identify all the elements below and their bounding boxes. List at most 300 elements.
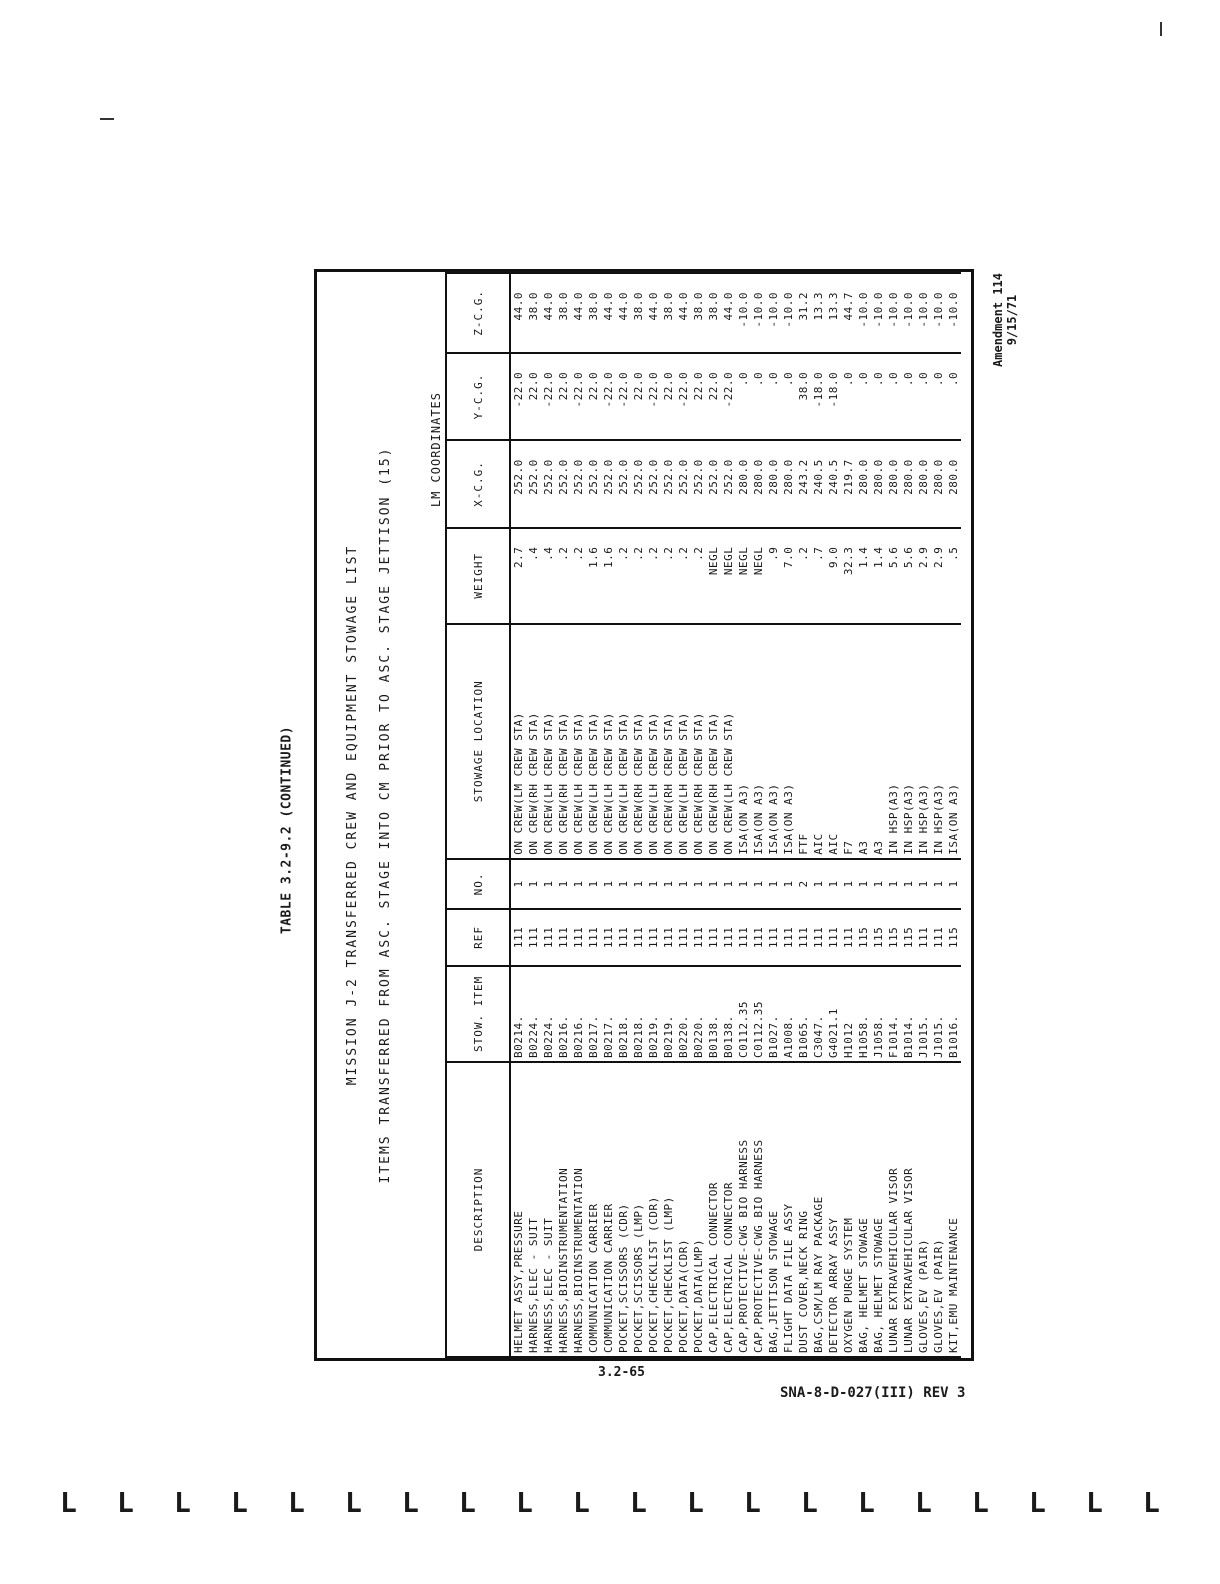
cell-weight: 1.4 bbox=[871, 528, 886, 624]
cell-z-cg: 38.0 bbox=[526, 273, 541, 353]
cell-z-cg: -10.0 bbox=[856, 273, 871, 353]
column-header-ref: REF bbox=[446, 909, 510, 966]
table-row bbox=[751, 273, 766, 1357]
cell-stowage-location: ON CREW(LH CREW STA) bbox=[676, 624, 691, 859]
table-row bbox=[541, 273, 556, 1357]
cell-description: GLOVES,EV (PAIR) bbox=[916, 1062, 931, 1357]
cell-weight: 32.3 bbox=[841, 528, 856, 624]
cell-description: POCKET,CHECKLIST (CDR) bbox=[646, 1062, 661, 1357]
table-row bbox=[706, 273, 721, 1357]
document-number: SNA-8-D-027(III) REV 3 bbox=[780, 1385, 966, 1401]
cell-no: 1 bbox=[781, 859, 796, 909]
cell-stowage-location: ISA(ON A3) bbox=[736, 624, 751, 859]
cell-ref: 111 bbox=[721, 909, 736, 966]
cell-ref: 111 bbox=[616, 909, 631, 966]
cell-description: FLIGHT DATA FILE ASSY bbox=[781, 1062, 796, 1357]
cell-x-cg: 252.0 bbox=[691, 440, 706, 527]
column-header-description: DESCRIPTION bbox=[446, 1062, 510, 1357]
cell-stow-item: H1058. bbox=[856, 966, 871, 1062]
cell-no: 1 bbox=[901, 859, 916, 909]
cell-description: HARNESS,ELEC - SUIT bbox=[526, 1062, 541, 1357]
cell-no: 1 bbox=[706, 859, 721, 909]
table-heading-2: ITEMS TRANSFERRED FROM ASC. STAGE INTO CM PRIOR TO ASC. STAGE JETTISON (15) bbox=[378, 446, 393, 1184]
table-row bbox=[631, 273, 646, 1357]
cell-description: OXYGEN PURGE SYSTEM bbox=[841, 1062, 856, 1357]
cell-stow-item: B0219. bbox=[661, 966, 676, 1062]
cell-no: 1 bbox=[766, 859, 781, 909]
cell-no: 1 bbox=[946, 859, 961, 909]
cell-description: BAG, HELMET STOWAGE bbox=[871, 1062, 886, 1357]
cell-description: CAP,PROTECTIVE-CWG BIO HARNESS bbox=[736, 1062, 751, 1357]
edge-mark: L bbox=[174, 1486, 191, 1519]
table-row bbox=[586, 273, 601, 1357]
cell-ref: 115 bbox=[946, 909, 961, 966]
cell-no: 1 bbox=[526, 859, 541, 909]
cell-ref: 111 bbox=[931, 909, 946, 966]
cell-x-cg: 252.0 bbox=[586, 440, 601, 527]
cell-no: 1 bbox=[601, 859, 616, 909]
cell-stow-item: B1014. bbox=[901, 966, 916, 1062]
cell-stow-item: C3047. bbox=[811, 966, 826, 1062]
cell-weight: .2 bbox=[631, 528, 646, 624]
cell-z-cg: 44.7 bbox=[841, 273, 856, 353]
cell-stow-item: B0224. bbox=[541, 966, 556, 1062]
table-row bbox=[571, 273, 586, 1357]
cell-x-cg: 252.0 bbox=[721, 440, 736, 527]
cell-x-cg: 280.0 bbox=[946, 440, 961, 527]
column-header-stowage-location: STOWAGE LOCATION bbox=[446, 624, 510, 859]
cell-ref: 111 bbox=[586, 909, 601, 966]
cell-z-cg: 38.0 bbox=[661, 273, 676, 353]
cell-stow-item: G4021.1 bbox=[826, 966, 841, 1062]
cell-x-cg: 252.0 bbox=[646, 440, 661, 527]
cell-description: POCKET,CHECKLIST (LMP) bbox=[661, 1062, 676, 1357]
cell-stowage-location: ISA(ON A3) bbox=[946, 624, 961, 859]
edge-mark: L bbox=[858, 1486, 875, 1519]
cell-z-cg: 44.0 bbox=[721, 273, 736, 353]
cell-x-cg: 280.0 bbox=[736, 440, 751, 527]
page-number: 3.2-65 bbox=[598, 1365, 645, 1380]
table-row bbox=[616, 273, 631, 1357]
edge-mark: L bbox=[1086, 1486, 1103, 1519]
table-row bbox=[766, 273, 781, 1357]
edge-mark: L bbox=[915, 1486, 932, 1519]
cell-x-cg: 252.0 bbox=[510, 440, 526, 527]
cell-x-cg: 219.7 bbox=[841, 440, 856, 527]
cell-stowage-location: IN HSP(A3) bbox=[886, 624, 901, 859]
cell-ref: 111 bbox=[510, 909, 526, 966]
cell-x-cg: 280.0 bbox=[751, 440, 766, 527]
cell-stowage-location: ISA(ON A3) bbox=[751, 624, 766, 859]
cell-weight: .2 bbox=[676, 528, 691, 624]
table-row bbox=[736, 273, 751, 1357]
cell-z-cg: 38.0 bbox=[691, 273, 706, 353]
cell-stowage-location: IN HSP(A3) bbox=[901, 624, 916, 859]
cell-ref: 115 bbox=[856, 909, 871, 966]
cell-stow-item: A1008. bbox=[781, 966, 796, 1062]
cell-stow-item: F1014. bbox=[886, 966, 901, 1062]
cell-z-cg: 44.0 bbox=[646, 273, 661, 353]
cell-z-cg: 38.0 bbox=[631, 273, 646, 353]
cell-z-cg: 44.0 bbox=[510, 273, 526, 353]
edge-mark: L bbox=[801, 1486, 818, 1519]
cell-no: 1 bbox=[856, 859, 871, 909]
cell-stow-item: B0214. bbox=[510, 966, 526, 1062]
cell-stowage-location: FTF bbox=[796, 624, 811, 859]
table-row bbox=[691, 273, 706, 1357]
edge-mark: L bbox=[516, 1486, 533, 1519]
edge-mark: L bbox=[459, 1486, 476, 1519]
cell-weight: .5 bbox=[946, 528, 961, 624]
stowage-table bbox=[445, 272, 961, 1358]
cell-description: HELMET ASSY,PRESSURE bbox=[510, 1062, 526, 1357]
cell-no: 1 bbox=[676, 859, 691, 909]
cell-no: 1 bbox=[510, 859, 526, 909]
cell-weight: 9.0 bbox=[826, 528, 841, 624]
cell-z-cg: 13.3 bbox=[811, 273, 826, 353]
amendment-line: Amendment 114 bbox=[991, 273, 1005, 367]
cell-stow-item: C0112.35 bbox=[736, 966, 751, 1062]
cell-z-cg: 38.0 bbox=[706, 273, 721, 353]
cell-weight: .2 bbox=[646, 528, 661, 624]
cell-stow-item: B0217. bbox=[586, 966, 601, 1062]
cell-x-cg: 252.0 bbox=[631, 440, 646, 527]
cell-stowage-location: AIC bbox=[811, 624, 826, 859]
edge-mark: L bbox=[972, 1486, 989, 1519]
cell-ref: 111 bbox=[751, 909, 766, 966]
edge-mark: L bbox=[231, 1486, 248, 1519]
cell-stowage-location: ON CREW(LH CREW STA) bbox=[601, 624, 616, 859]
table-row bbox=[826, 273, 841, 1357]
cell-stowage-location: ON CREW(LH CREW STA) bbox=[571, 624, 586, 859]
cell-description: HARNESS,BIOINSTRUMENTATION bbox=[556, 1062, 571, 1357]
cell-no: 1 bbox=[931, 859, 946, 909]
table-row bbox=[661, 273, 676, 1357]
cell-x-cg: 243.2 bbox=[796, 440, 811, 527]
cell-x-cg: 280.0 bbox=[931, 440, 946, 527]
cell-x-cg: 252.0 bbox=[541, 440, 556, 527]
table-row bbox=[841, 273, 856, 1357]
cell-ref: 111 bbox=[706, 909, 721, 966]
column-header-z-cg: Z-C.G. bbox=[446, 273, 510, 353]
cell-weight: 2.9 bbox=[916, 528, 931, 624]
cell-x-cg: 280.0 bbox=[856, 440, 871, 527]
cell-description: BAG,JETTISON STOWAGE bbox=[766, 1062, 781, 1357]
cell-weight: 5.6 bbox=[901, 528, 916, 624]
cell-no: 1 bbox=[871, 859, 886, 909]
cell-weight: .2 bbox=[571, 528, 586, 624]
cell-y-cg: -22.0 bbox=[646, 353, 661, 440]
cell-description: COMMUNICATION CARRIER bbox=[586, 1062, 601, 1357]
cell-description: KIT,EMU MAINTENANCE bbox=[946, 1062, 961, 1357]
cell-stowage-location: ISA(ON A3) bbox=[781, 624, 796, 859]
cell-description: POCKET,DATA(LMP) bbox=[691, 1062, 706, 1357]
cell-x-cg: 240.5 bbox=[811, 440, 826, 527]
cell-weight: 7.0 bbox=[781, 528, 796, 624]
edge-mark: L bbox=[60, 1486, 77, 1519]
cell-z-cg: -10.0 bbox=[781, 273, 796, 353]
cell-description: BAG, HELMET STOWAGE bbox=[856, 1062, 871, 1357]
cell-y-cg: .0 bbox=[946, 353, 961, 440]
cell-x-cg: 280.0 bbox=[901, 440, 916, 527]
cell-y-cg: .0 bbox=[901, 353, 916, 440]
cell-z-cg: -10.0 bbox=[886, 273, 901, 353]
table-row bbox=[721, 273, 736, 1357]
cell-ref: 111 bbox=[631, 909, 646, 966]
cell-stowage-location: ON CREW(RH CREW STA) bbox=[691, 624, 706, 859]
cell-x-cg: 280.0 bbox=[916, 440, 931, 527]
cell-x-cg: 280.0 bbox=[886, 440, 901, 527]
cell-z-cg: -10.0 bbox=[871, 273, 886, 353]
cell-z-cg: 44.0 bbox=[541, 273, 556, 353]
cell-stow-item: B1065. bbox=[796, 966, 811, 1062]
cell-description: CAP,ELECTRICAL CONNECTOR bbox=[706, 1062, 721, 1357]
cell-weight: .2 bbox=[691, 528, 706, 624]
cell-no: 1 bbox=[661, 859, 676, 909]
cell-stow-item: B0138. bbox=[721, 966, 736, 1062]
cell-stow-item: B1016. bbox=[946, 966, 961, 1062]
cell-ref: 111 bbox=[841, 909, 856, 966]
table-row bbox=[781, 273, 796, 1357]
table-heading-block bbox=[317, 272, 445, 1358]
cell-y-cg: -22.0 bbox=[510, 353, 526, 440]
table-row bbox=[886, 273, 901, 1357]
cell-stowage-location: IN HSP(A3) bbox=[916, 624, 931, 859]
cell-stow-item: H1012 bbox=[841, 966, 856, 1062]
cell-description: BAG,CSM/LM RAY PACKAGE bbox=[811, 1062, 826, 1357]
cell-description: CAP,ELECTRICAL CONNECTOR bbox=[721, 1062, 736, 1357]
edge-mark: L bbox=[573, 1486, 590, 1519]
cell-ref: 111 bbox=[691, 909, 706, 966]
cell-y-cg: 22.0 bbox=[526, 353, 541, 440]
cell-ref: 115 bbox=[886, 909, 901, 966]
cell-ref: 111 bbox=[556, 909, 571, 966]
cell-y-cg: .0 bbox=[781, 353, 796, 440]
cell-weight: 2.9 bbox=[931, 528, 946, 624]
cell-stowage-location: ON CREW(LH CREW STA) bbox=[586, 624, 601, 859]
cell-no: 1 bbox=[691, 859, 706, 909]
cell-stow-item: B0138. bbox=[706, 966, 721, 1062]
cell-weight: .4 bbox=[526, 528, 541, 624]
cell-stow-item: B0218. bbox=[616, 966, 631, 1062]
cell-z-cg: 13.3 bbox=[826, 273, 841, 353]
edge-mark: L bbox=[1029, 1486, 1046, 1519]
cell-no: 1 bbox=[841, 859, 856, 909]
cell-description: POCKET,DATA(CDR) bbox=[676, 1062, 691, 1357]
cell-y-cg: -22.0 bbox=[541, 353, 556, 440]
cell-x-cg: 240.5 bbox=[826, 440, 841, 527]
cell-description: HARNESS,BIOINSTRUMENTATION bbox=[571, 1062, 586, 1357]
cell-z-cg: 38.0 bbox=[556, 273, 571, 353]
cell-x-cg: 252.0 bbox=[556, 440, 571, 527]
column-header-x-cg: X-C.G. bbox=[446, 440, 510, 527]
table-row bbox=[676, 273, 691, 1357]
cell-ref: 111 bbox=[811, 909, 826, 966]
cell-weight: .2 bbox=[796, 528, 811, 624]
cell-description: POCKET,SCISSORS (CDR) bbox=[616, 1062, 631, 1357]
cell-stowage-location: ON CREW(RH CREW STA) bbox=[706, 624, 721, 859]
table-title: TABLE 3.2-9.2 (CONTINUED) bbox=[279, 725, 295, 935]
edge-marks bbox=[60, 1486, 1160, 1519]
table-row bbox=[931, 273, 946, 1357]
cell-y-cg: .0 bbox=[766, 353, 781, 440]
cell-stow-item: B0219. bbox=[646, 966, 661, 1062]
lm-coordinates-label: LM COORDINATES bbox=[429, 392, 443, 508]
cell-y-cg: 22.0 bbox=[661, 353, 676, 440]
cell-no: 1 bbox=[646, 859, 661, 909]
cell-x-cg: 252.0 bbox=[571, 440, 586, 527]
cell-stow-item: B0220. bbox=[691, 966, 706, 1062]
cell-y-cg: -22.0 bbox=[571, 353, 586, 440]
cell-y-cg: 22.0 bbox=[586, 353, 601, 440]
cell-y-cg: .0 bbox=[871, 353, 886, 440]
cell-ref: 111 bbox=[916, 909, 931, 966]
cell-y-cg: .0 bbox=[841, 353, 856, 440]
cell-z-cg: 44.0 bbox=[616, 273, 631, 353]
column-header-no: NO. bbox=[446, 859, 510, 909]
table-heading-1: MISSION J-2 TRANSFERRED CREW AND EQUIPMENT STOWAGE LIST bbox=[345, 544, 360, 1086]
cell-y-cg: 22.0 bbox=[631, 353, 646, 440]
cell-stow-item: B0220. bbox=[676, 966, 691, 1062]
amendment-date: 9/15/71 bbox=[1005, 294, 1019, 346]
cell-y-cg: .0 bbox=[736, 353, 751, 440]
scan-mark bbox=[100, 118, 114, 120]
cell-z-cg: -10.0 bbox=[931, 273, 946, 353]
cell-no: 1 bbox=[721, 859, 736, 909]
cell-ref: 111 bbox=[781, 909, 796, 966]
edge-mark: L bbox=[345, 1486, 362, 1519]
cell-x-cg: 252.0 bbox=[616, 440, 631, 527]
cell-stowage-location: IN HSP(A3) bbox=[931, 624, 946, 859]
cell-stow-item: J1058. bbox=[871, 966, 886, 1062]
cell-ref: 111 bbox=[676, 909, 691, 966]
table-row bbox=[916, 273, 931, 1357]
cell-z-cg: -10.0 bbox=[736, 273, 751, 353]
table-row bbox=[871, 273, 886, 1357]
cell-ref: 111 bbox=[826, 909, 841, 966]
cell-stow-item: B0224. bbox=[526, 966, 541, 1062]
cell-no: 1 bbox=[916, 859, 931, 909]
cell-stowage-location: A3 bbox=[856, 624, 871, 859]
cell-ref: 111 bbox=[736, 909, 751, 966]
table-header-row bbox=[446, 273, 510, 1357]
cell-stowage-location: ON CREW(RH CREW STA) bbox=[631, 624, 646, 859]
cell-no: 1 bbox=[751, 859, 766, 909]
cell-stow-item: C0112.35 bbox=[751, 966, 766, 1062]
cell-ref: 115 bbox=[871, 909, 886, 966]
cell-x-cg: 252.0 bbox=[676, 440, 691, 527]
edge-mark: L bbox=[1143, 1486, 1160, 1519]
cell-y-cg: 22.0 bbox=[556, 353, 571, 440]
cell-no: 2 bbox=[796, 859, 811, 909]
cell-y-cg: -22.0 bbox=[601, 353, 616, 440]
cell-y-cg: .0 bbox=[916, 353, 931, 440]
cell-z-cg: -10.0 bbox=[901, 273, 916, 353]
table-row bbox=[796, 273, 811, 1357]
cell-weight: .7 bbox=[811, 528, 826, 624]
cell-y-cg: .0 bbox=[886, 353, 901, 440]
cell-y-cg: .0 bbox=[931, 353, 946, 440]
cell-weight: NEGL bbox=[706, 528, 721, 624]
cell-weight: .2 bbox=[661, 528, 676, 624]
cell-weight: .2 bbox=[556, 528, 571, 624]
cell-y-cg: -22.0 bbox=[616, 353, 631, 440]
cell-weight: NEGL bbox=[751, 528, 766, 624]
column-header-y-cg: Y-C.G. bbox=[446, 353, 510, 440]
cell-stowage-location: ON CREW(RH CREW STA) bbox=[556, 624, 571, 859]
cell-x-cg: 252.0 bbox=[661, 440, 676, 527]
rotated-table-frame bbox=[314, 269, 974, 1361]
cell-description: LUNAR EXTRAVEHICULAR VISOR bbox=[886, 1062, 901, 1357]
cell-x-cg: 280.0 bbox=[871, 440, 886, 527]
cell-stowage-location: ON CREW(LH CREW STA) bbox=[721, 624, 736, 859]
cell-y-cg: .0 bbox=[856, 353, 871, 440]
cell-description: DETECTOR ARRAY ASSY bbox=[826, 1062, 841, 1357]
cell-stowage-location: ON CREW(RH CREW STA) bbox=[526, 624, 541, 859]
cell-z-cg: 31.2 bbox=[796, 273, 811, 353]
cell-z-cg: 44.0 bbox=[601, 273, 616, 353]
cell-weight: 5.6 bbox=[886, 528, 901, 624]
cell-stowage-location: F7 bbox=[841, 624, 856, 859]
cell-ref: 111 bbox=[661, 909, 676, 966]
cell-ref: 111 bbox=[766, 909, 781, 966]
cell-stowage-location: A3 bbox=[871, 624, 886, 859]
cell-no: 1 bbox=[616, 859, 631, 909]
cell-z-cg: -10.0 bbox=[751, 273, 766, 353]
cell-ref: 111 bbox=[571, 909, 586, 966]
cell-x-cg: 280.0 bbox=[766, 440, 781, 527]
cell-stowage-location: ON CREW(LM CREW STA) bbox=[510, 624, 526, 859]
cell-stowage-location: AIC bbox=[826, 624, 841, 859]
cell-z-cg: -10.0 bbox=[766, 273, 781, 353]
cell-description: GLOVES,EV (PAIR) bbox=[931, 1062, 946, 1357]
cell-y-cg: 22.0 bbox=[691, 353, 706, 440]
cell-no: 1 bbox=[631, 859, 646, 909]
cell-stow-item: B0216. bbox=[571, 966, 586, 1062]
table-row bbox=[901, 273, 916, 1357]
cell-ref: 111 bbox=[646, 909, 661, 966]
cell-weight: .2 bbox=[616, 528, 631, 624]
edge-mark: L bbox=[630, 1486, 647, 1519]
scan-mark bbox=[1160, 22, 1162, 36]
edge-mark: L bbox=[687, 1486, 704, 1519]
cell-weight: .9 bbox=[766, 528, 781, 624]
amendment-note bbox=[991, 200, 1019, 440]
cell-description: HARNESS,ELEC - SUIT bbox=[541, 1062, 556, 1357]
table-row bbox=[601, 273, 616, 1357]
cell-description: LUNAR EXTRAVEHICULAR VISOR bbox=[901, 1062, 916, 1357]
cell-y-cg: -18.0 bbox=[811, 353, 826, 440]
edge-mark: L bbox=[402, 1486, 419, 1519]
cell-no: 1 bbox=[811, 859, 826, 909]
cell-stow-item: J1015. bbox=[916, 966, 931, 1062]
cell-x-cg: 280.0 bbox=[781, 440, 796, 527]
table-row bbox=[556, 273, 571, 1357]
column-header-weight: WEIGHT bbox=[446, 528, 510, 624]
cell-x-cg: 252.0 bbox=[601, 440, 616, 527]
cell-no: 1 bbox=[826, 859, 841, 909]
cell-no: 1 bbox=[541, 859, 556, 909]
cell-y-cg: 38.0 bbox=[796, 353, 811, 440]
cell-no: 1 bbox=[556, 859, 571, 909]
cell-z-cg: -10.0 bbox=[946, 273, 961, 353]
cell-y-cg: 22.0 bbox=[706, 353, 721, 440]
cell-y-cg: -22.0 bbox=[721, 353, 736, 440]
cell-ref: 111 bbox=[526, 909, 541, 966]
cell-z-cg: 38.0 bbox=[586, 273, 601, 353]
cell-ref: 115 bbox=[901, 909, 916, 966]
cell-z-cg: -10.0 bbox=[916, 273, 931, 353]
